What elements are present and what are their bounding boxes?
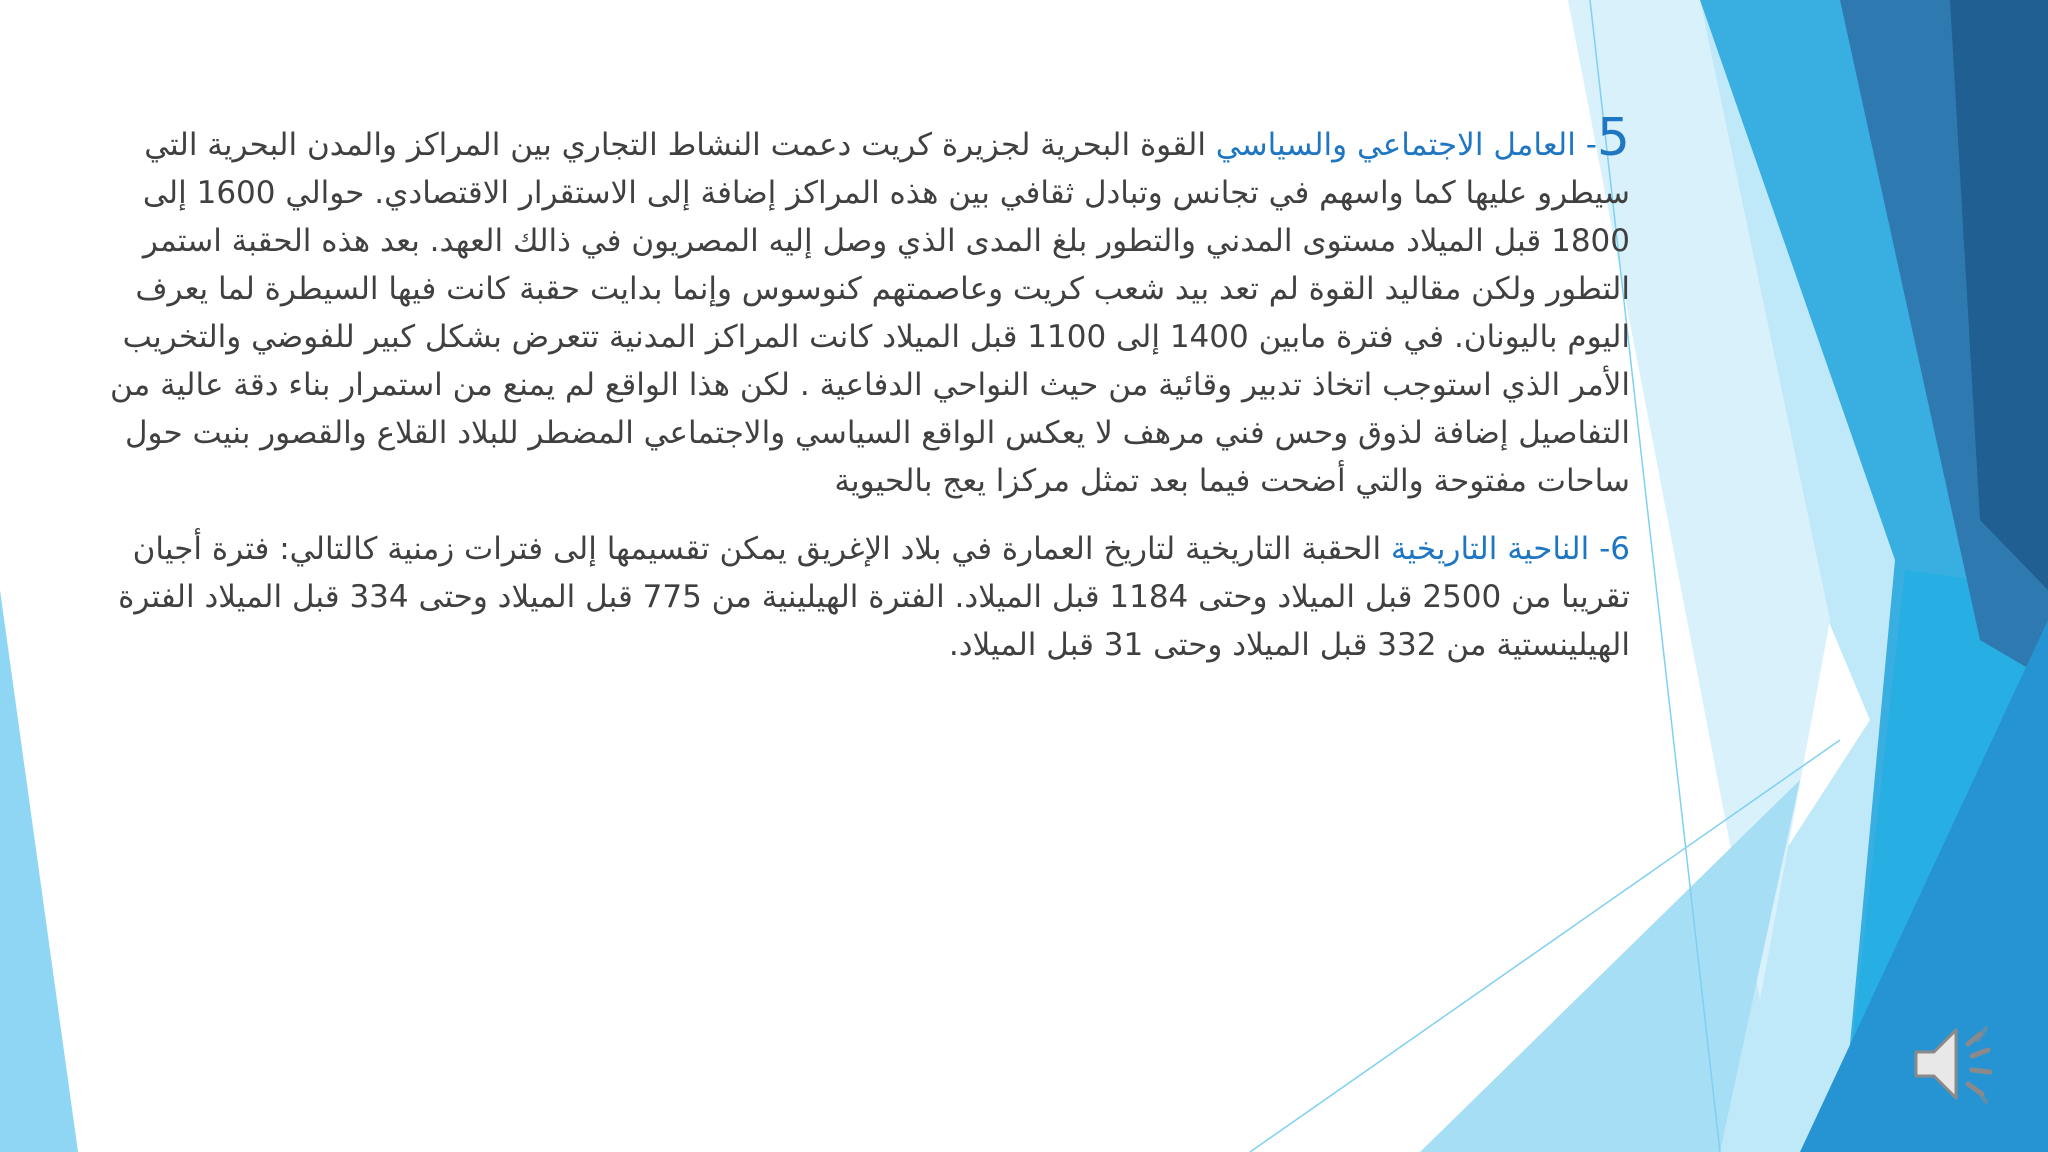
paragraph-6-heading: 6- الناحية التاريخية bbox=[1390, 531, 1630, 567]
paragraph-5-number: 5 bbox=[1596, 108, 1630, 168]
left-accent-shape bbox=[0, 590, 78, 1152]
speaker-icon[interactable] bbox=[1906, 1014, 2006, 1114]
paragraph-5-heading: - العامل الاجتماعي والسياسي bbox=[1215, 127, 1597, 163]
paragraph-6-body: الحقبة التاريخية لتاريخ العمارة في بلاد الإغريق يمكن تقسيمها إلى فترات زمنية كالتالي: فترة أجيان تقريبا من 2500 قبل الميلاد وحتى 1184 قبل الميلاد. الفترة الهيلينية من 775 قبل الميلاد وحتى 334 قبل الميلاد الفترة الهيلينستية من 332 قبل الميلاد وحتى 31 قبل الميلاد. bbox=[118, 531, 1630, 663]
paragraph-5-body: القوة البحرية لجزيرة كريت دعمت النشاط التجاري بين المراكز والمدن البحرية التي سيطرو عليها كما واسهم في تجانس وتبادل ثقافي بين هذه المراكز إضافة إلى الاستقرار الاقتصادي. حوالي 1600 إلى 1800 قبل الميلاد مستوى المدني والتطور بلغ المدى الذي وصل إليه المصريون في ذالك العهد. بعد هذه الحقبة استمر التطور ولكن مقاليد القوة لم تعد بيد شعب كريت وعاصمتهم كنوسوس وإنما بدايت حقبة كانت فيها السيطرة لما يعرف اليوم باليونان. في فترة مابين 1400 إلى 1100 قبل الميلاد كانت المراكز المدنية تتعرض بشكل كبير للفوضي والتخريب الأمر الذي استوجب اتخاذ تدبير وقائية من حيث النواحي الدفاعية . لكن هذا الواقع لم يمنع من استمرار بناء دقة عالية من التفاصيل إضافة لذوق وحس فني مرهف لا يعكس الواقع السياسي والاجتماعي المضطر للبلاد القلاع والقصور بنيت حول ساحات مفتوحة والتي أضحت فيما بعد تمثل مركزا يعج بالحيوية bbox=[110, 127, 1630, 499]
paragraph-6 bbox=[110, 525, 1630, 669]
paragraph-5 bbox=[110, 108, 1630, 505]
text-body bbox=[110, 108, 1630, 669]
